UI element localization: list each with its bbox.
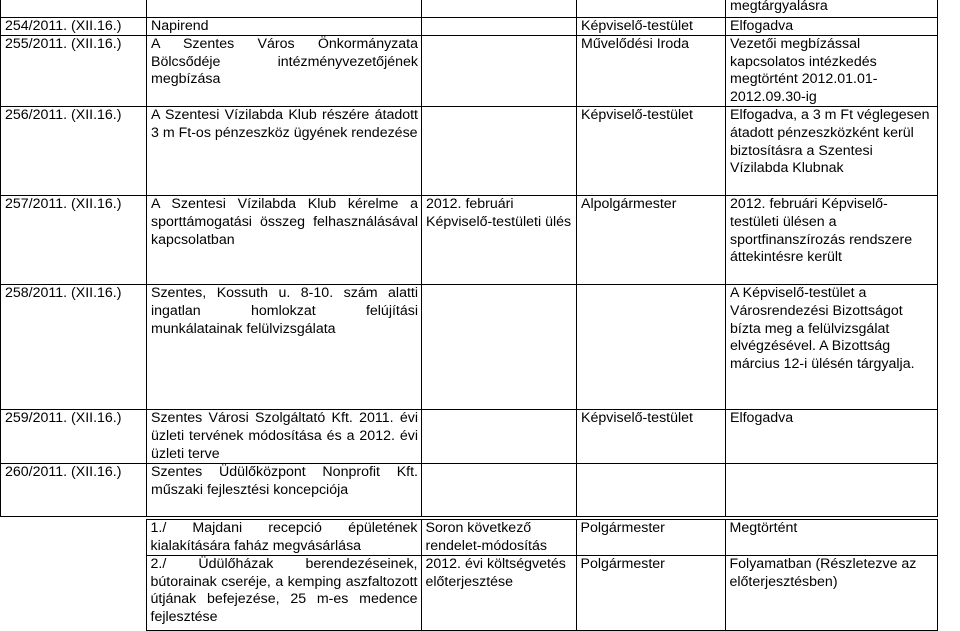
deadline-cell	[422, 107, 577, 196]
table-row	[1, 17, 938, 36]
responsible-cell: Alpolgármester	[577, 196, 726, 285]
resolution-number: 255/2011. (XII.16.)	[1, 36, 147, 107]
status-cell: Vezetői megbízással kapcsolatos intézkedés megtörtént 2012.01.01-2012.09.30-ig	[726, 36, 938, 107]
status-cell: Elfogadva	[726, 17, 938, 36]
deadline-cell	[422, 285, 577, 410]
responsible-cell: Képviselő-testület	[577, 410, 726, 464]
status-cell: Elfogadva, a 3 m Ft véglegesen átadott pénzeszközként kerül biztosításra a Szentesi Vízilabda Klubnak	[726, 107, 938, 196]
table-row	[1, 0, 938, 17]
resolution-number: 256/2011. (XII.16.)	[1, 107, 147, 196]
table-row	[1, 410, 938, 464]
status-cell: Megtörtént	[725, 520, 937, 556]
resolution-number: 254/2011. (XII.16.)	[1, 17, 147, 36]
resolution-number: 259/2011. (XII.16.)	[1, 410, 147, 464]
resolution-subject: A Szentes Város Önkormányzata Bölcsődéje intézményvezetőjének megbízása	[147, 36, 422, 107]
status-cell: Elfogadva	[726, 410, 938, 464]
status-cell	[726, 464, 938, 517]
resolution-number	[0, 556, 146, 631]
deadline-cell	[422, 36, 577, 107]
responsible-cell	[577, 285, 726, 410]
table-row	[1, 196, 938, 285]
table-row	[1, 464, 938, 517]
resolution-subject: A Szentesi Vízilabda Klub kérelme a sporttámogatási összeg felhasználásával kapcsolatban	[147, 196, 422, 285]
responsible-cell: Képviselő-testület	[577, 107, 726, 196]
status-cell: Folyamatban (Részletezve az előterjesztésben)	[725, 556, 937, 631]
deadline-cell	[422, 17, 577, 36]
table-row	[1, 36, 938, 107]
resolution-subject: Szentes Üdülőközpont Nonprofit Kft. műszaki fejlesztési koncepciója	[147, 464, 422, 517]
status-cell: 2012. februári Képviselő-testületi ülésen a sportfinanszírozás rendszere áttekintésre került	[726, 196, 938, 285]
resolution-number: 260/2011. (XII.16.)	[1, 464, 147, 517]
resolution-number: 257/2011. (XII.16.)	[1, 196, 147, 285]
status-cell: megtárgyalásra	[726, 0, 938, 17]
deadline-cell	[422, 410, 577, 464]
deadline-cell: Soron következő rendelet-módosítás	[421, 520, 576, 556]
deadline-cell	[422, 464, 577, 517]
deadline-cell: 2012. évi költségvetés előterjesztése	[421, 556, 576, 631]
responsible-cell: Művelődési Iroda	[577, 36, 726, 107]
table-row	[0, 556, 937, 631]
resolution-subject: 1./ Majdani recepció épületének kialakítására faház megvásárlása	[146, 520, 421, 556]
responsible-cell: Képviselő-testület	[577, 17, 726, 36]
subtasks-table	[0, 519, 938, 631]
resolution-subject: 2./ Üdülőházak berendezéseinek, bútorainak cseréje, a kemping aszfaltozott útjának befejezése, 25 m-es medence fejlesztése	[146, 556, 421, 631]
responsible-cell: Polgármester	[576, 520, 725, 556]
status-cell: A Képviselő-testület a Városrendezési Bizottságot bízta meg a felülvizsgálat elvégzésével. A Bizottság március 12-i ülésén tárgyalja.	[726, 285, 938, 410]
responsible-cell	[577, 464, 726, 517]
resolution-subject: Szentes, Kossuth u. 8-10. szám alatti ingatlan homlokzat felújítási munkálatainak felülvizsgálata	[147, 285, 422, 410]
table-row	[1, 285, 938, 410]
resolution-subject: Szentes Városi Szolgáltató Kft. 2011. évi üzleti tervének módosítása és a 2012. évi üzleti terve	[147, 410, 422, 464]
table-row	[0, 520, 937, 556]
resolution-subject: Napirend	[147, 17, 422, 36]
resolution-number	[0, 520, 146, 556]
resolution-subject: A Szentesi Vízilabda Klub részére átadott 3 m Ft-os pénzeszköz ügyének rendezése	[147, 107, 422, 196]
responsible-cell: Polgármester	[576, 556, 725, 631]
resolution-number: 258/2011. (XII.16.)	[1, 285, 147, 410]
table-row	[1, 107, 938, 196]
deadline-cell: 2012. februári Képviselő-testületi ülés	[422, 196, 577, 285]
